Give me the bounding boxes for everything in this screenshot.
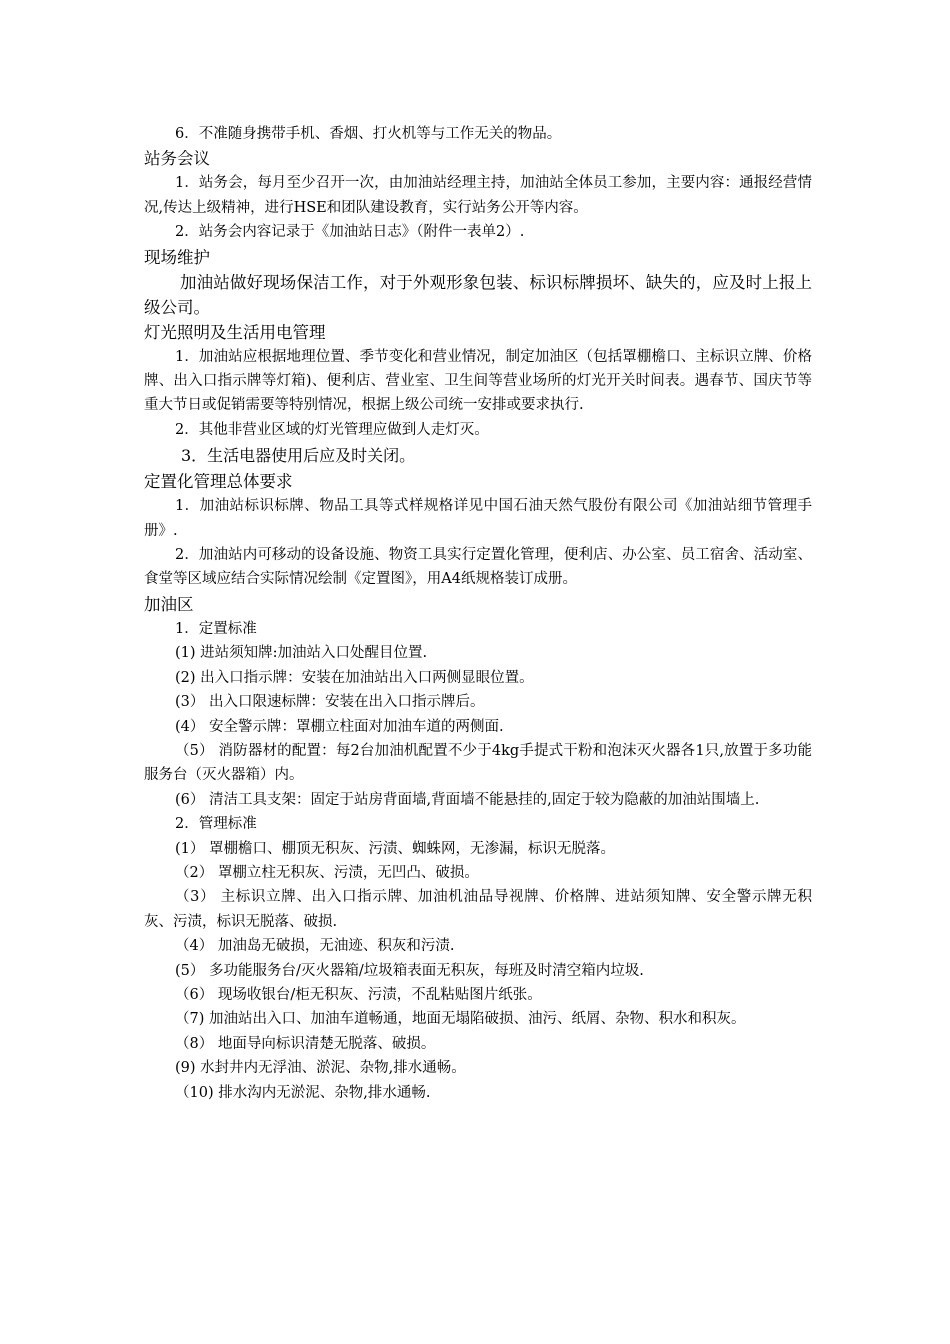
heading-site-maintenance: 现场维护 (144, 247, 210, 267)
paragraph-lighting-3: 3．生活电器使用后应及时关闭。 (181, 446, 416, 466)
heading-fueling-area: 加油区 (144, 594, 194, 614)
paragraph-lighting-1: 1．加油站应根据地理位置、季节变化和营业情况，制定加油区（包括罩棚檐口、主标识立牌、价格牌、出入口指示牌等灯箱)、便利店、营业室、卫生间等营业场所的灯光开关时间表。遇春节、国庆节等重大节日或促销需要等特别情况，根据上级公司统一安排或要求执行. (144, 348, 812, 414)
list-item: (1) 进站须知牌:加油站入口处醒目位置. (175, 645, 428, 662)
paragraph-rule-6: 6．不准随身携带手机、香烟、打火机等与工作无关的物品。 (175, 126, 562, 142)
list-item: (5） 多功能服务台/灭火器箱/垃圾箱表面无积灰，每班及时清空箱内垃圾. (175, 962, 644, 979)
paragraph-site-maintenance: 加油站做好现场保洁工作，对于外观形象包装、标识标牌损坏、缺失的，应及时上报上级公司。 (144, 272, 812, 317)
list-item: （5） 消防器材的配置：每2台加油机配置不少于4kg手提式干粉和泡沫灭火器各1只,放置于多功能服务台（灭火器箱）内。 (144, 742, 812, 784)
paragraph-placement-2: 2．加油站内可移动的设备设施、物资工具实行定置化管理，便利店、办公室、员工宿舍、活动室、食堂等区域应结合实际情况绘制《定置图》，用A4纸规格装订成册。 (144, 547, 812, 588)
list-item: (2) 出入口指示牌：安装在加油站出入口两侧显眼位置。 (175, 669, 534, 686)
list-item: (6） 清洁工具支架：固定于站房背面墙,背面墙不能悬挂的,固定于较为隐蔽的加油站围墙上. (175, 791, 760, 808)
list-item: (1） 罩棚檐口、棚顶无积灰、污渍、蜘蛛网，无渗漏，标识无脱落。 (175, 840, 615, 857)
paragraph-placement-standard: 1．定置标准 (175, 620, 257, 637)
list-item: （2） 罩棚立柱无积灰、污渍，无凹凸、破损。 (175, 864, 479, 881)
list-item: （7) 加油站出入口、加油车道畅通，地面无塌陷破损、油污、纸屑、杂物、积水和积灰。 (175, 1011, 746, 1028)
list-item: （3） 主标识立牌、出入口指示牌、加油机油品导视牌、价格牌、进站须知牌、安全警示牌无积灰、污渍，标识无脱落、破损. (144, 889, 812, 930)
paragraph-meeting-2: 2．站务会内容记录于《加油站日志》（附件一表单2）. (175, 224, 525, 241)
paragraph-placement-1: 1．加油站标识标牌、物品工具等式样规格详见中国石油天然气股份有限公司《加油站细节管理手册》. (144, 498, 812, 539)
paragraph-meeting-1: 1．站务会，每月至少召开一次，由加油站经理主持，加油站全体员工参加，主要内容：通报经营情况,传达上级精神，进行HSE和团队建设教育，实行站务公开等内容。 (144, 175, 812, 216)
paragraph-management-standard: 2．管理标准 (175, 816, 257, 833)
list-item: （8） 地面导向标识清楚无脱落、破损。 (175, 1035, 436, 1052)
paragraph-lighting-2: 2．其他非营业区域的灯光管理应做到人走灯灭。 (175, 421, 489, 438)
document-body (144, 122, 812, 1105)
heading-placement-requirements: 定置化管理总体要求 (144, 472, 293, 492)
list-item: (3） 出入口限速标牌：安装在出入口指示牌后。 (175, 694, 485, 711)
heading-lighting: 灯光照明及生活用电管理 (144, 322, 326, 342)
list-item: （6） 现场收银台/柜无积灰、污渍，不乱粘贴图片纸张。 (175, 986, 542, 1003)
list-item: (4） 安全警示牌：罩棚立柱面对加油车道的两侧面. (175, 718, 504, 735)
heading-station-meeting: 站务会议 (144, 149, 210, 169)
list-item: （10) 排水沟内无淤泥、杂物,排水通畅. (175, 1084, 431, 1101)
list-item: (9) 水封井内无浮油、淤泥、杂物,排水通畅。 (175, 1060, 466, 1077)
list-item: （4） 加油岛无破损，无油迹、积灰和污渍. (175, 938, 455, 955)
